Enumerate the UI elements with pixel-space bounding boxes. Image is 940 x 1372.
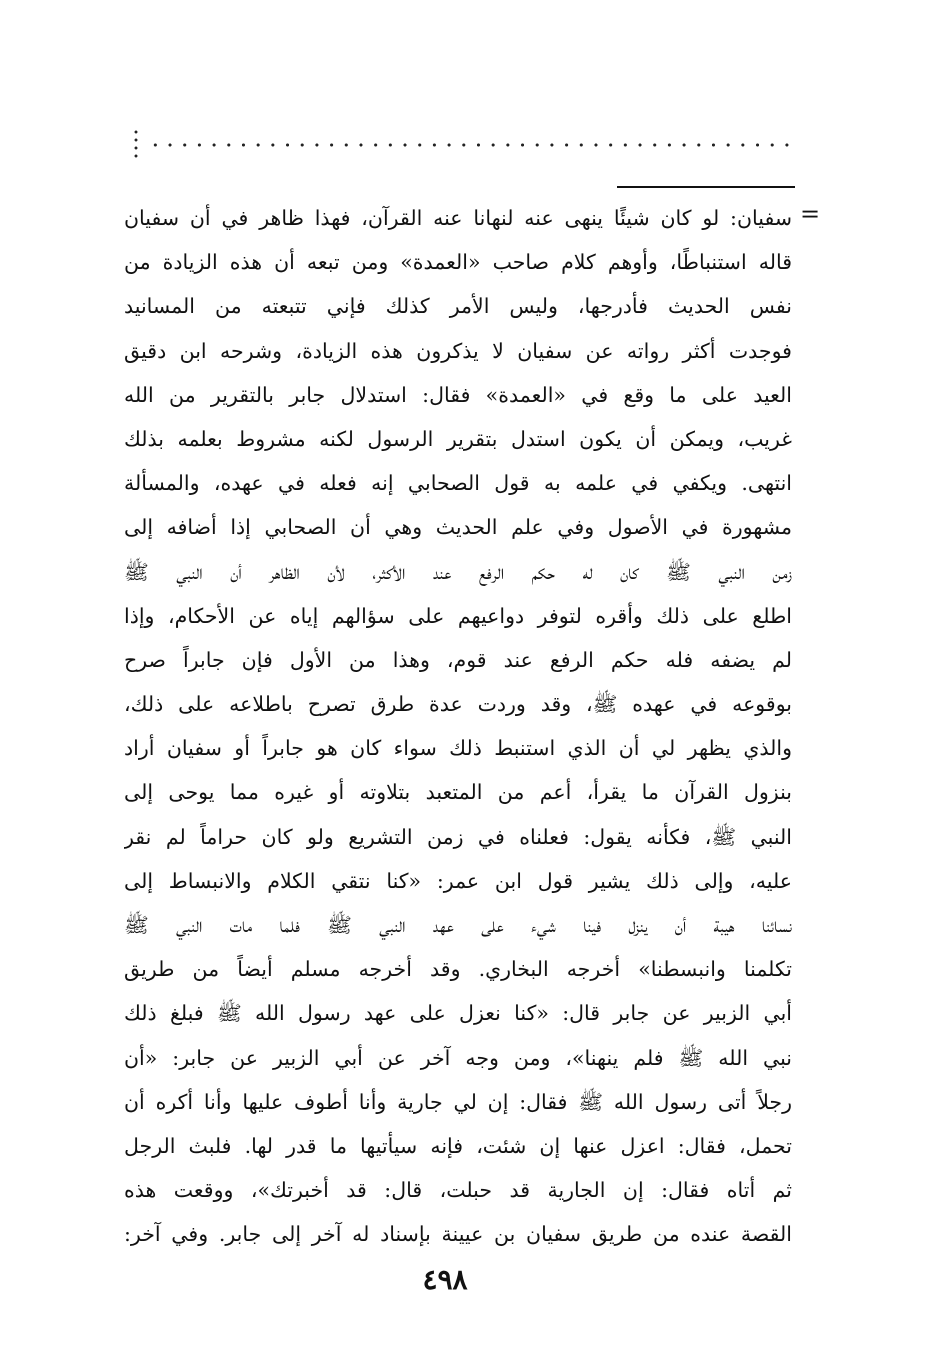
text-line: القصة عنده من طريق سفيان بن عيينة بإسناد له آخر إلى جابر. وفي آخر: xyxy=(124,1222,792,1247)
text-line: بنزول القرآن ما يقرأ، أعم من المتعبد بتلاوته أو غيره مما يوحى إلى xyxy=(124,780,792,805)
text-line: مشهورة في الأصول وفي علم الحديث وهي أن الصحابي إذا أضافه إلى xyxy=(124,515,792,540)
text-line: زمن النبي ﷺ كان له حكم الرفع عند الأكثر، لأن الظاهر أن النبي ﷺ xyxy=(124,559,792,584)
margin-dots xyxy=(134,128,138,162)
text-line: نفس الحديث فأدرجها، وليس الأمر كذلك فإني تتبعته من المسانيد xyxy=(124,294,792,319)
text-line: أبي الزبير عن جابر قال: «كنا نعزل على عهد رسول الله ﷺ فبلغ ذلك xyxy=(124,1001,792,1026)
text-line: لم يضفه فله حكم الرفع عند قوم، وهذا من الأول فإن جابراً صرح xyxy=(124,647,792,672)
text-line: غريب، ويمكن أن يكون استدل بتقرير الرسول لكنه مشروط بعلمه بذلك xyxy=(124,426,792,451)
footnote-separator xyxy=(617,186,795,188)
text-line: قاله استنباطًا، وأوهم كلام صاحب «العمدة» ومن تبعه أن هذه الزيادة من xyxy=(124,250,792,275)
text-line: سفيان: لو كان شيئًا ينهى عنه لنهانا عنه القرآن، فهذا ظاهر في أن سفيان xyxy=(124,206,792,230)
text-line: بوقوعه في عهده ﷺ، وقد وردت عدة طرق تصرح باطلاعه على ذلك، xyxy=(124,692,792,717)
text-line: والذي يظهر لي أن الذي استنبط ذلك سواء كان هو جابراً أو سفيان أراد xyxy=(124,736,792,761)
continuation-mark: = xyxy=(800,200,821,228)
text-line: انتهى. ويكفي في علمه به قول الصحابي إنه فعله في عهده، والمسألة xyxy=(124,471,792,496)
header-dotted-rule xyxy=(148,138,794,152)
page-number: ٤٩٨ xyxy=(422,1263,468,1296)
text-line: تحمل، فقال: اعزل عنها إن شئت، فإنه سيأتيها ما قدر لها. فلبث الرجل xyxy=(124,1133,792,1158)
text-line: النبي ﷺ، فكأنه يقول: فعلناه في زمن التشريع ولو كان حراماً لم نقر xyxy=(124,824,792,849)
text-line: نبي الله ﷺ فلم ينهنا»، ومن وجه آخر عن أبي الزبير عن جابر: «أن xyxy=(124,1045,792,1070)
text-line: نسائنا هيبة أن ينزل فينا شيء على عهد النبي ﷺ فلما مات النبي ﷺ xyxy=(124,913,792,937)
text-line: العيد على ما وقع في «العمدة» فقال: استدلال جابر بالتقرير من الله xyxy=(124,382,792,407)
footnote-text xyxy=(124,196,792,1257)
text-line: تكلمنا وانبسطنا» أخرجه البخاري. وقد أخرجه مسلم أيضاً من طريق xyxy=(124,957,792,982)
text-line: رجلاً أتى رسول الله ﷺ فقال: إن لي جارية وأنا أطوف عليها وأنا أكره أن xyxy=(124,1089,792,1114)
text-line: اطلع على ذلك وأقره لتوفر دواعيهم على سؤالهم إياه عن الأحكام، وإذا xyxy=(124,603,792,628)
text-line: ثم أتاه فقال: إن الجارية قد حبلت، قال: قد أخبرتك»، ووقعت هذه xyxy=(124,1178,792,1203)
text-line: عليه، وإلى ذلك يشير قول ابن عمر: «كنا نتقي الكلام والانبساط إلى xyxy=(124,868,792,893)
text-line: فوجدت أكثر رواته عن سفيان لا يذكرون هذه الزيادة، وشرحه ابن دقيق xyxy=(124,338,792,363)
